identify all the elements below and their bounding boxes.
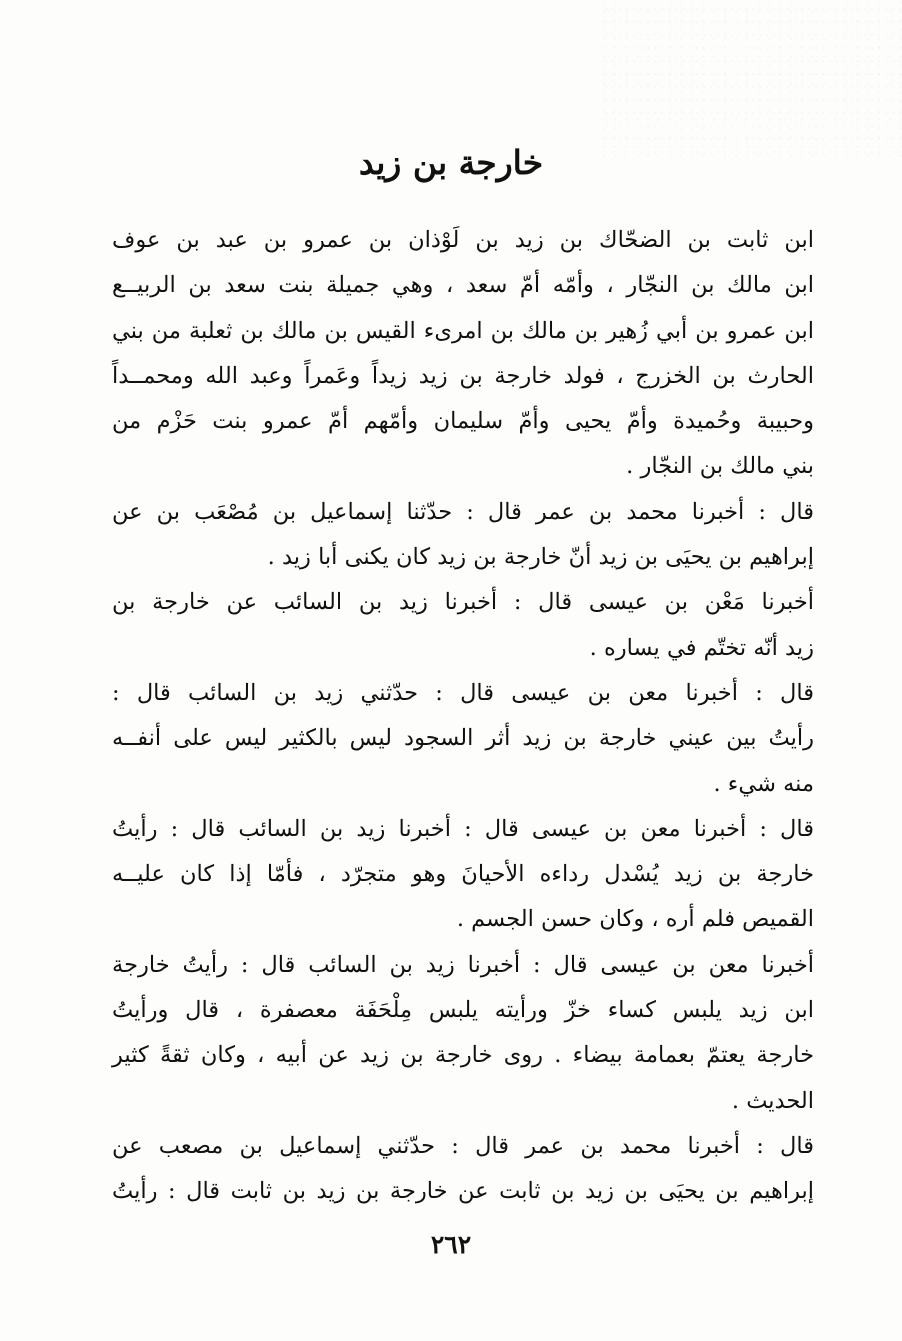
text-line: أخبرنا معن بن عيسى قال : أخبرنا زيد بن السائب قال : رأيتُ خارجة (112, 951, 814, 978)
paragraph (112, 218, 814, 490)
text-line: زيد أنّه تختّم في يساره . (589, 634, 814, 661)
text-line: الحارث بن الخزرج ، فولد خارجة بن زيد زيداً وعَمراً وعبد الله ومحمــداً (112, 362, 814, 389)
text-line: رأيتُ بين عيني خارجة بن زيد أثر السجود ليس بالكثير ليس على أنفــه (112, 725, 814, 752)
text-line: ابن زيد يلبس كساء خزّ ورأيته يلبس مِلْحَفَة معصفرة ، قال ورأيتُ (112, 997, 814, 1024)
text-line: إبراهيم بن يحيَى بن زيد بن ثابت عن خارجة بن زيد بن ثابت قال : رأيتُ (112, 1178, 814, 1205)
paragraph (112, 943, 814, 1124)
text-line: بني مالك بن النجّار . (626, 453, 814, 480)
text-line: القميص فلم أره ، وكان حسن الجسم . (456, 906, 814, 933)
text-line: أخبرنا مَعْن بن عيسى قال : أخبرنا زيد بن السائب عن خارجة بن (112, 589, 814, 616)
body-text (112, 218, 814, 1215)
text-line: قال : أخبرنا معن بن عيسى قال : أخبرنا زيد بن السائب قال : رأيتُ (112, 815, 814, 842)
text-line: ابن عمرو بن أبي زُهير بن مالك بن امرىء القيس بن مالك بن ثعلبة من بني (112, 317, 814, 344)
paragraph (112, 490, 814, 581)
text-line: خارجة بن زيد يُسْدل رداءه الأحيانَ وهو متجرّد ، فأمّا إذا كان عليــه (112, 861, 814, 888)
text-line: قال : أخبرنا معن بن عيسى قال : حدّثني زيد بن السائب قال : (112, 679, 814, 706)
paragraph (112, 1124, 814, 1215)
paragraph (112, 807, 814, 943)
text-line: الحديث . (731, 1087, 814, 1114)
page-title: خارجة بن زيد (358, 143, 544, 182)
text-line: إبراهيم بن يحيَى بن زيد أنّ خارجة بن زيد كان يكنى أبا زيد . (267, 544, 814, 571)
text-line: قال : أخبرنا محمد بن عمر قال : حدّثني إسماعيل بن مصعب عن (112, 1132, 814, 1159)
text-line: خارجة يعتمّ بعمامة بيضاء . روى خارجة بن زيد عن أبيه ، وكان ثقةً كثير (112, 1042, 814, 1069)
text-line: منه شيء . (713, 770, 814, 797)
text-line: ابن ثابت بن الضحّاك بن زيد بن لَوْذان بن عمرو بن عبد بن عوف (112, 227, 814, 253)
text-line: وحبيبة وحُميدة وأمّ يحيى وأمّ سليمان وأمّهم أمّ عمرو بنت حَزْم من (112, 408, 814, 435)
paragraph (112, 580, 814, 671)
text-line: قال : أخبرنا محمد بن عمر قال : حدّثنا إسماعيل بن مُصْعَب بن عن (112, 498, 814, 525)
paragraph (112, 671, 814, 807)
page-number: ٢٦٢ (430, 1230, 472, 1259)
text-line: ابن مالك بن النجّار ، وأمّه أمّ سعد ، وهي جميلة بنت سعد بن الربيــع (112, 272, 814, 299)
scan-noise (602, 0, 902, 160)
